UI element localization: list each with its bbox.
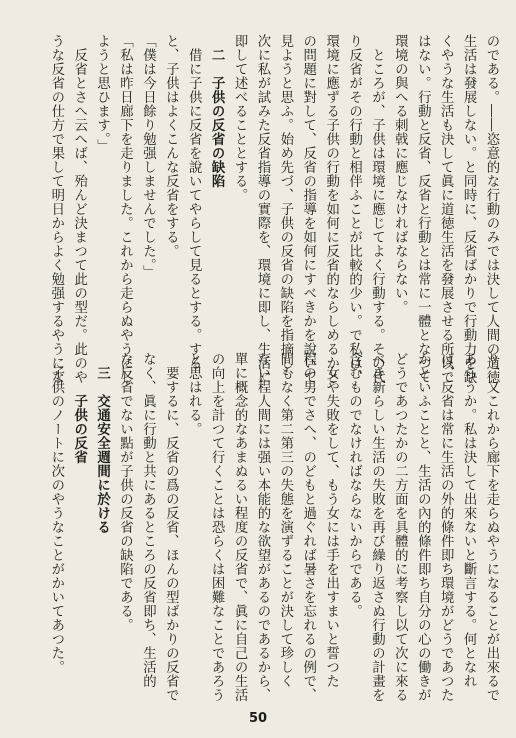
text-column: 單に概念的なあまぬるい程度の反省で、眞に自己の生活 [232,352,248,702]
text-column: くやうな生活も決して眞に道徳生活を發展させる所以で [438,34,454,384]
text-column: と思はれる。 [186,352,202,436]
text-column: ところが、子供は環境に應じてよく行動する。その代 [369,34,385,384]
text-column: あらうか。私は決して出來ないと斷言する。何となれ [461,352,477,688]
text-column: り、又これから廊下を走らぬやうになることが出來るで [484,352,499,702]
text-column: 間もなく第二第三の失態を演ずることが決して珍しく [277,352,293,688]
text-column: 子供のノートに次のやうなことがかいてあつた。 [48,352,64,674]
text-column: 含むものでなければならないからである。 [346,352,362,618]
text-column: 程の男でさへ、のどもと過ぐれば暑さを忘れるの例で、 [300,352,316,702]
text-column: のである。――恣意的な行動のみでは決して人間の道徳 [484,34,499,384]
text-column: り反省がその行動と相伴ふことが比較的少い。で私は、 [346,34,362,384]
text-column: な反省でない點が子供の反省の缺陷である。 [117,352,133,632]
text-column: と、子供はよくこんな反省をする。 [163,34,179,258]
page-number: 50 [248,711,268,726]
text-column: 女や失敗をして、もう女には手を出すまいと誓つた [323,352,339,688]
text-column: どうであつたかの二方面を具體的に考察し以て次に來る [392,352,408,702]
section-heading: 二 子供の反省の缺陷 [209,34,225,188]
text-column: はない。行動と反省、反省と行動とは常に一體となつて [415,34,431,384]
text-column: うな反省の仕方で果して明日からよく勉强するやうにな [48,34,64,384]
text-column: 環境に應ずる子供の行動を如何に反省的ならしめるかと [323,34,339,384]
text-column: 即して述べることとする。 [232,34,248,202]
section-heading: 三 交通安全週間に於ける [94,352,110,534]
text-column: ようと思ひます。」 [94,34,110,154]
text-column: 「私は昨日廊下を走りました。これから走らぬやうにし [117,34,133,384]
text-column: 借に子供に反省を說いてやらして見るとする。する [186,34,202,370]
text-column: 生活は發展しない。と同時に、反省ばかりで行動力を缺 [461,34,477,384]
text-column: ば、反省は常に生活の外的條件即ち環境がどうであつた [438,352,454,702]
text-column: の問題に對して、反省の指導を如何にすべきかを說いて [300,34,316,384]
text-column: べき新らしい生活の失敗を再び繰り返さぬ行動の計畫を [369,352,385,702]
text-column: 次に私が試みた反省指導の實際を、環境に即し、生活に [254,34,270,384]
text-column: 要するに、反省の爲の反省、ほんの型ばかりの反省で [163,352,179,702]
section-heading: 子供の反省 [71,352,87,464]
text-column: かといふことと、生活の內的條件即ち自分の心の働きが [415,352,431,702]
text-column: 「僕は今日餘り勉强しませんでした。」 [140,34,156,280]
upper-text-block [44,34,502,384]
text-column: なく、眞に行動と共にあるところの反省即ち、生活的 [140,352,156,688]
text-column: 環境の與へる刺戟に應じなければならない。 [392,34,408,314]
text-column: ない程人間には强い本能的な欲望があるのであるから、 [254,352,270,702]
text-column: 反省とさへ云へば、殆んど決まつて此の型だ。此のや [71,34,87,384]
lower-text-block [44,352,502,702]
text-column: の向上を計つて行くことは恐らくは困難なことであろう [209,352,225,702]
text-column: 見ようと思ふ。始め先づ、子供の反省の缺陷を指摘し、 [277,34,293,384]
